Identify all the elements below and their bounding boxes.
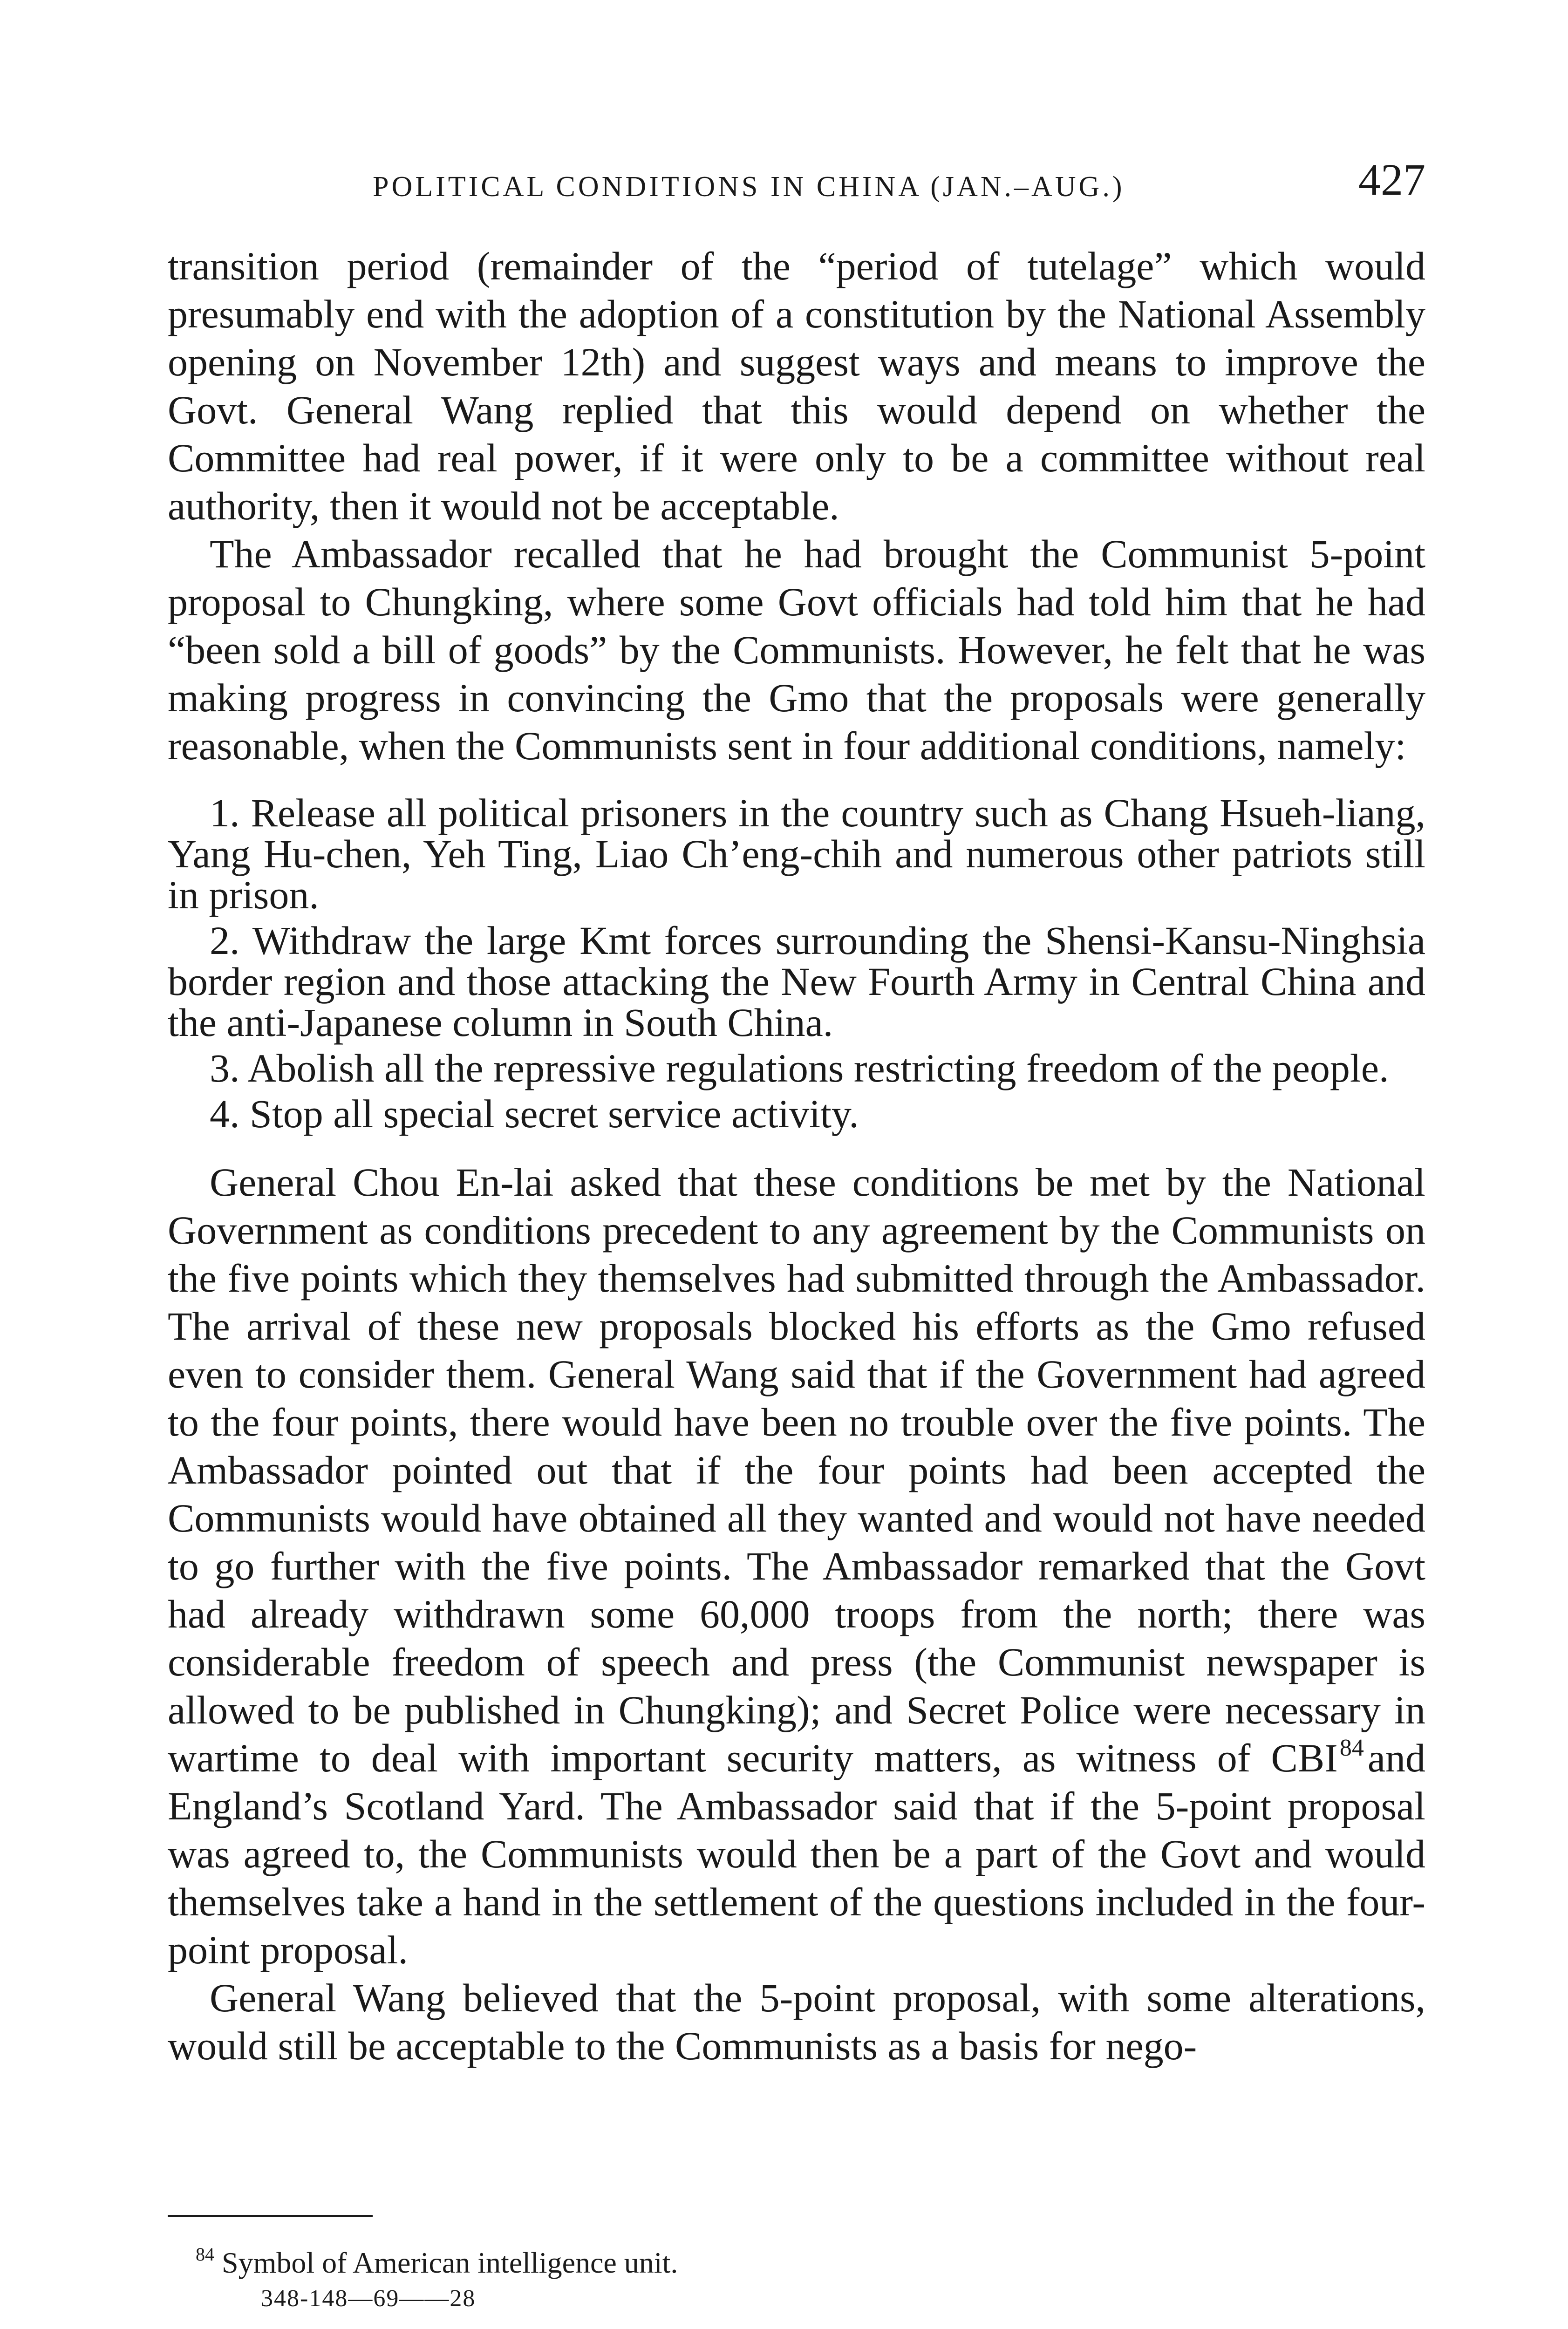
footnote-rule xyxy=(168,2215,373,2217)
condition-item-2: 2. Withdraw the large Kmt forces surrounding the Shensi-Kansu-Ninghsia border region and those attacking the New Fourth Army in Central China and the anti-Japanese column in South China. xyxy=(168,918,1425,1045)
condition-item-4: 4. Stop all special secret service activity. xyxy=(210,1091,859,1136)
paragraph-4: General Wang believed that the 5-point proposal, with some alterations, would still be acceptable to the Communists as a basis for nego- xyxy=(168,1975,1425,2068)
footnote xyxy=(196,2236,678,2281)
paragraph-1: transition period (remainder of the “period of tutelage” which would presumably end with the adoption of a constitution by the National Assembly opening on November 12th) and suggest ways and means to improve the Govt. General Wang replied that this would depend on whether the Committee had real power, if it were only to be a committee without real authority, then it would not be acceptable. xyxy=(168,244,1425,528)
paragraph-3-part-2: and England’s Scotland Yard. The Ambassador said that if the 5-point proposal was agreed to, the Communists would then be a part of the Govt and would themselves take a hand in the settlement of the questions included in the four-point proposal. xyxy=(168,1736,1425,1972)
footnote-reference: 84 xyxy=(1339,1735,1364,1761)
condition-item-1: 1. Release all political prisoners in the country such as Chang Hsueh-liang, Yang Hu-chen, Yeh Ting, Liao Ch’eng-chih and numerous other patriots still in prison. xyxy=(168,790,1425,917)
printer-signature-line: 348-148—69——28 xyxy=(261,2285,476,2312)
body-text xyxy=(168,242,1425,2070)
paragraph-2: The Ambassador recalled that he had brought the Communist 5-point proposal to Chungking, where some Govt officials had told him that he had “been sold a bill of goods” by the Communists. However, he felt that he was making progress in convincing the Gmo that the proposals were generally reasonable, when the Communists sent in four additional conditions, namely: xyxy=(168,531,1425,768)
page-number: 427 xyxy=(1358,155,1425,204)
footnote-text: Symbol of American intelligence unit. xyxy=(222,2246,678,2279)
paragraph-3-part-1: General Chou En-lai asked that these conditions be met by the National Government as conditions precedent to any agreement by the Communists on the five points which they themselves had submitted through the Ambassador. The arrival of these new proposals blocked his efforts as the Gmo refused even to consider them. General Wang said that if the Government had agreed to the four points, there would have been no trouble over the five points. The Ambassador pointed out that if the four points had been accepted the Communists would have obtained all they wanted and would not have needed to go further with the five points. The Ambassador remarked that the Govt had already withdrawn some 60,000 troops from the north; there was considerable freedom of speech and press (the Communist newspaper is allowed to be published in Chungking); and Secret Police were necessary in wartime to deal with important security matters, as witness of CBI xyxy=(168,1160,1425,1780)
conditions-list xyxy=(168,792,1425,1134)
footnote-marker: 84 xyxy=(196,2244,214,2265)
condition-item-3: 3. Abolish all the repressive regulations restricting freedom of the people. xyxy=(210,1046,1389,1090)
running-head xyxy=(168,154,1425,210)
running-title: POLITICAL CONDITIONS IN CHINA (JAN.–AUG.) xyxy=(373,171,1125,203)
paragraph-3 xyxy=(168,1158,1425,1974)
